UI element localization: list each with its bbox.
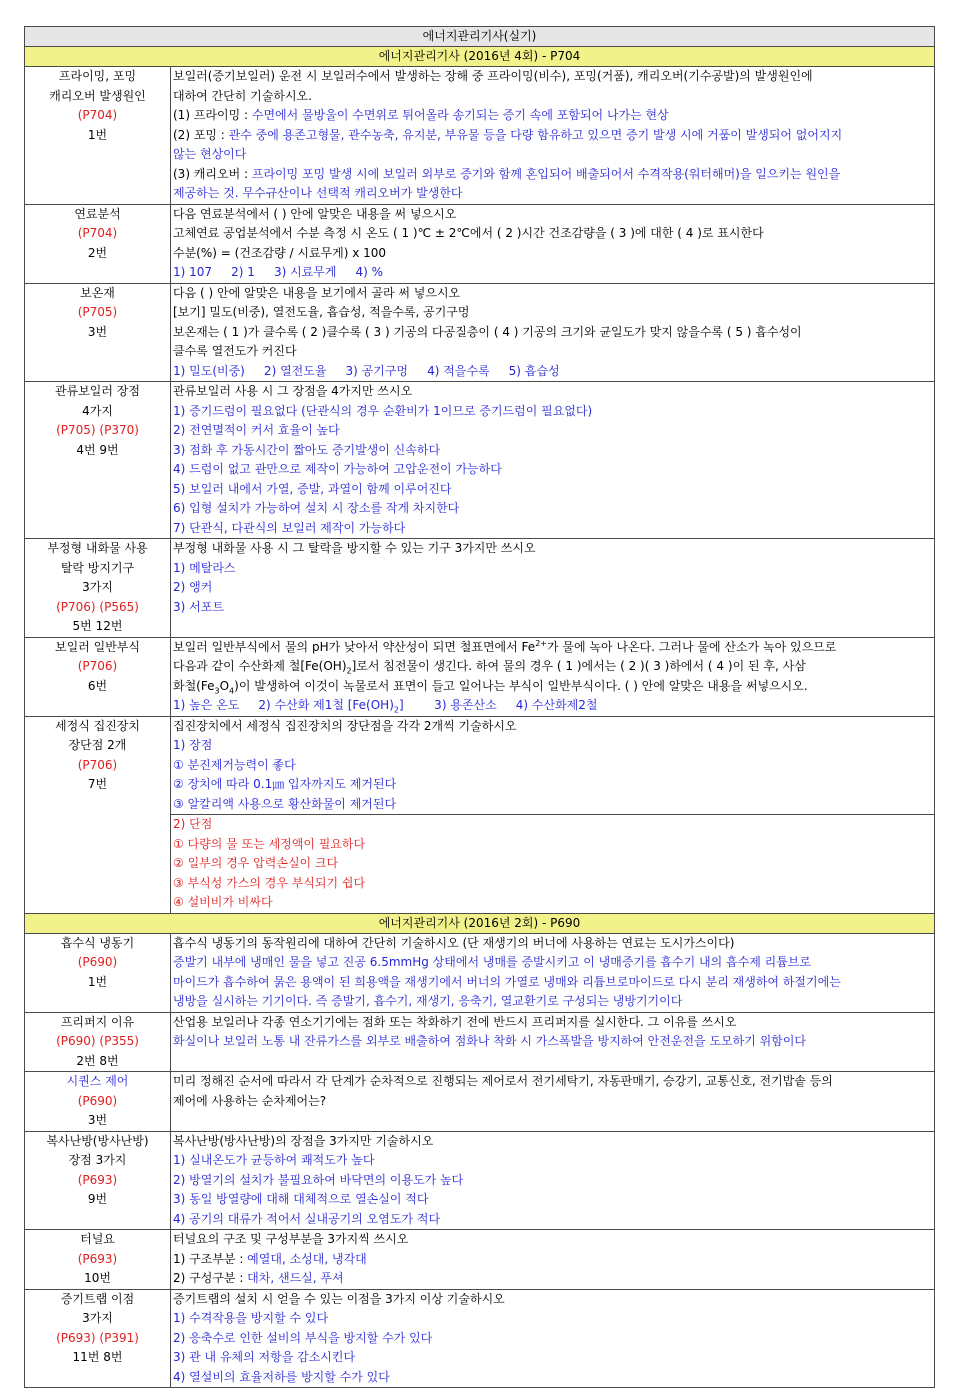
row-label-cell	[25, 539, 171, 638]
row-body	[171, 1131, 935, 1230]
row-label-answer: 시퀀스 제어	[66, 1074, 129, 1088]
answer-text: 1) 수격작용을 방지할 수 있다	[173, 1311, 329, 1325]
row-body	[171, 716, 935, 815]
answer-text: 냉방을 실시하는 기기이다. 즉 증발기, 흡수기, 재생기, 응축기, 열교환기로 구성되는 냉방기기이다	[173, 994, 683, 1008]
row-label: 4가지	[82, 403, 113, 418]
page-ref: (P704)	[77, 226, 118, 240]
section-header	[25, 47, 935, 67]
row-label: 3가지	[82, 580, 113, 594]
page-ref: (P693) (P391)	[56, 1330, 139, 1345]
question-text	[173, 638, 932, 658]
question-number: 7번	[87, 777, 108, 791]
question-fragment: 보일러 일반부식에서 물의 pH가 낮아서 약산성이 되면 철표면에서 Fe	[173, 639, 536, 654]
table-row	[25, 1131, 935, 1230]
answer-text: ① 분진제거능력이 좋다	[173, 757, 296, 772]
row-label-cell	[25, 1131, 171, 1230]
answer-prefix: 1) 구조부분 :	[173, 1251, 248, 1266]
answer-prefix: (3) 캐리오버 :	[173, 166, 252, 181]
answer-text: 2) 전연멸적이 커서 효율이 높다	[173, 423, 340, 437]
row-body	[171, 382, 935, 539]
page-ref: (P690) (P355)	[56, 1034, 139, 1048]
question-text: [보기] 밀도(비중), 열전도율, 흡습성, 적을수록, 공기구멍	[173, 305, 470, 319]
answer-prefix: (1) 프라이밍 :	[173, 108, 252, 122]
table-row	[25, 67, 935, 205]
question-fragment: ]로서 침전물이 생긴다. 하여 물의 경우 ( 1 )에서는 ( 2 )( 3 )하에서 ( 4 )이 된 후, 사삼	[351, 659, 806, 673]
question-fragment: 화철(Fe	[173, 678, 215, 693]
page-ref: (P704)	[77, 108, 118, 122]
question-number: 2번 8번	[76, 1053, 119, 1068]
table-row	[25, 1012, 935, 1072]
row-body	[171, 1072, 935, 1132]
page-ref: (P693)	[77, 1251, 118, 1266]
answer-text: ② 장치에 따라 0.1㎛ 입자까지도 제거된다	[173, 777, 397, 791]
row-body	[171, 204, 935, 283]
question-text: 산업용 보일러나 각종 연소기기에는 점화 또는 착화하기 전에 반드시 프리퍼지를 실시한다. 그 이유를 쓰시오	[173, 1014, 737, 1029]
row-body	[171, 283, 935, 382]
question-text: 복사난방(방사난방)의 장점을 3가지만 기술하시오	[173, 1133, 434, 1148]
page-ref: (P693)	[77, 1172, 118, 1187]
answer-text: ③ 부식성 가스의 경우 부식되기 쉽다	[173, 875, 366, 890]
row-label: 부정형 내화물 사용	[47, 541, 148, 555]
answer-fragment: ] 3) 용존산소 4) 수산화제2철	[398, 698, 598, 712]
row-label-cell	[25, 204, 171, 283]
answer-text: 마이드가 흡수하여 묽은 용액이 된 희용액을 재생기에서 버너의 가열로 냉매와 리튬브로마이드로 다시 분리 재생하여 하절기에는	[173, 974, 841, 989]
row-label: 복사난방(방사난방)	[46, 1133, 149, 1148]
answer-text: 2) 단점	[173, 817, 213, 831]
question-text: 다음 연료분석에서 ( ) 안에 알맞은 내용을 써 넣으시오	[173, 206, 457, 221]
question-text: 대하여 간단히 기술하시오.	[173, 88, 312, 103]
row-label: 프라이밍, 포밍	[58, 69, 137, 83]
page-ref: (P706) (P565)	[56, 599, 139, 614]
answer-text: 5) 보일러 내에서 가열, 증발, 과열이 함께 이루어진다	[173, 481, 452, 496]
answer-text: 않는 현상이다	[173, 147, 247, 161]
row-label: 3가지	[82, 1311, 113, 1325]
row-label: 보일러 일반부식	[55, 639, 140, 654]
row-body	[171, 1289, 935, 1388]
answer-text: 화실이나 보일러 노통 내 잔류가스를 외부로 배출하여 점화나 착화 시 가스폭발을 방지하여 안전운전을 도모하기 위함이다	[173, 1034, 807, 1048]
answer-text: 1) 장점	[173, 738, 213, 752]
row-label: 보온재	[80, 285, 115, 300]
answer-text: 프라이밍 포밍 발생 시에 보일러 외부로 증기와 함께 혼입되어 배출되어서 수격작용(워터해머)을 일으키는 원인을	[251, 166, 841, 181]
question-fragment: O	[219, 678, 230, 693]
answer-text: 2) 앵커	[173, 580, 213, 594]
row-label-cell	[25, 67, 171, 205]
answer-text: 2) 방열기의 설치가 불필요하여 바닥면의 이용도가 높다	[173, 1172, 464, 1187]
answer-text: ② 일부의 경우 압력손실이 크다	[173, 856, 339, 870]
header-row	[25, 27, 935, 47]
answer-text: 1) 메탈라스	[173, 560, 236, 575]
question-number: 5번 12번	[72, 619, 123, 633]
row-body	[171, 637, 935, 716]
row-label: 장점 3가지	[68, 1153, 127, 1167]
table-row	[25, 1072, 935, 1132]
table-row	[25, 1289, 935, 1388]
answer-text: ④ 설비비가 비싸다	[173, 895, 273, 909]
question-number: 3번	[87, 1113, 108, 1127]
question-number: 6번	[87, 678, 108, 693]
question-text: 터널요의 구조 및 구성부분을 3가지씩 쓰시오	[173, 1232, 409, 1246]
section-title: 에너지관리기사 (2016년 4회) - P704	[25, 47, 935, 67]
page-ref: (P690)	[77, 1093, 118, 1108]
answer-text: 1) 증기드럼이 필요없다 (단관식의 경우 순환비가 1이므로 증기드럼이 필요없다)	[173, 403, 593, 418]
answer-text: 1) 실내온도가 균등하여 쾌적도가 높다	[173, 1153, 375, 1167]
row-label: 프리퍼지 이유	[60, 1014, 135, 1029]
question-fragment: 가 물에 녹아 나온다. 그러나 물에 산소가 녹아 있으므로	[546, 639, 837, 654]
table-row	[25, 539, 935, 638]
question-text: 집진장치에서 세정식 집진장치의 장단점을 각각 2개씩 기술하시오	[173, 718, 517, 733]
question-text: 보온재는 ( 1 )가 클수록 ( 2 )클수록 ( 3 ) 기공의 다공질층이 ( 4 ) 기공의 크기와 균일도가 맞지 않을수록 ( 5 ) 흡수성이	[173, 324, 802, 339]
question-text: 고체연료 공업분석에서 수분 측정 시 온도 ( 1 )℃ ± 2℃에서 ( 2 )시간 건조감량을 ( 3 )에 대한 ( 4 )로 표시한다	[173, 226, 764, 240]
answer-text: 1) 107 2) 1 3) 시료무게 4) %	[173, 265, 384, 279]
answer-text: 관수 중에 용존고형물, 관수농축, 유지분, 부유물 등을 다량 함유하고 있으면 증기 발생 시에 거품이 발생되어 없어지지	[228, 127, 843, 142]
row-body	[171, 815, 935, 914]
question-text: 관류보일러 사용 시 그 장점을 4가지만 쓰시오	[173, 384, 413, 398]
answer-text: 제공하는 것. 무수규산이나 선택적 캐리오버가 발생한다	[173, 186, 463, 200]
question-number: 4번 9번	[76, 442, 119, 457]
row-body	[171, 539, 935, 638]
question-number: 11번 8번	[72, 1350, 123, 1364]
row-label: 관류보일러 장점	[55, 384, 140, 398]
answer-text: 2) 응축수로 인한 설비의 부식을 방지할 수가 있다	[173, 1330, 433, 1345]
answer-text: 4) 열설비의 효율저하를 방지할 수가 있다	[173, 1369, 390, 1384]
superscript: 2+	[535, 638, 547, 648]
answer-text	[173, 696, 932, 716]
row-label-cell	[25, 716, 171, 913]
row-label: 탈락 방지기구	[60, 560, 135, 575]
row-label: 캐리오버 발생원인	[49, 88, 146, 103]
section-title: 에너지관리기사 (2016년 2회) - P690	[25, 913, 935, 933]
row-label: 장단점 2개	[68, 738, 127, 752]
answer-text: 6) 입형 설치가 가능하여 설치 시 장소를 작게 차지한다	[173, 501, 460, 515]
question-text: 흡수식 냉동기의 동작원리에 대하여 간단히 기술하시오 (단 재생기의 버너에 사용하는 연료는 도시가스이다)	[173, 935, 735, 950]
subscript: 2	[346, 666, 352, 676]
table-row	[25, 204, 935, 283]
answer-text: 3) 동일 방열량에 대해 대체적으로 열손실이 적다	[173, 1192, 429, 1206]
question-number: 3번	[87, 324, 108, 339]
table-row	[25, 382, 935, 539]
question-fragment: 다음과 같이 수산화제 철[Fe(OH)	[173, 659, 347, 673]
row-label: 터널요	[80, 1232, 115, 1246]
answer-text: 4) 드럼이 없고 관만으로 제작이 가능하여 고압운전이 가능하다	[173, 462, 502, 476]
question-text: 수분(%) = (건조감량 / 시료무게) x 100	[173, 245, 387, 260]
subscript: 4	[229, 685, 235, 695]
answer-text: 대차, 샌드실, 푸셔	[247, 1271, 344, 1285]
row-body	[171, 1012, 935, 1072]
answer-fragment: 1) 높은 온도 2) 수산화 제1철 [Fe(OH)	[173, 698, 394, 712]
answer-prefix: (2) 포밍 :	[173, 127, 229, 142]
row-body	[171, 1230, 935, 1290]
row-label-cell	[25, 637, 171, 716]
page-ref: (P690)	[77, 955, 118, 969]
row-label: 증기트랩 이점	[60, 1291, 135, 1306]
question-number: 10번	[84, 1271, 111, 1285]
page-ref: (P705) (P370)	[56, 423, 139, 437]
answer-text: 3) 관 내 유체의 저항을 감소시킨다	[173, 1350, 356, 1364]
answer-text: ① 다량의 물 또는 세정액이 필요하다	[173, 836, 366, 851]
question-number: 9번	[87, 1192, 108, 1206]
answer-text: 예열대, 소성대, 냉각대	[247, 1251, 367, 1266]
table-row	[25, 637, 935, 716]
question-number: 2번	[87, 245, 108, 260]
table-row	[25, 1230, 935, 1290]
question-number: 1번	[87, 127, 108, 142]
table-row	[25, 283, 935, 382]
answer-text: 4) 공기의 대류가 적어서 실내공기의 오염도가 적다	[173, 1211, 441, 1226]
question-text	[173, 677, 932, 697]
question-text: 다음 ( ) 안에 알맞은 내용을 보기에서 골라 써 넣으시오	[173, 285, 461, 300]
answer-text: 7) 단관식, 다관식의 보일러 제작이 가능하다	[173, 520, 406, 535]
answer-prefix: 2) 구성구분 :	[173, 1271, 248, 1285]
row-body	[171, 933, 935, 1012]
row-label: 흡수식 냉동기	[60, 935, 135, 950]
row-label: 연료분석	[74, 206, 121, 221]
subscript: 2	[393, 705, 399, 715]
answer-text: ③ 알칼리액 사용으로 황산화물이 제거된다	[173, 796, 397, 811]
row-label-cell	[25, 1289, 171, 1388]
table-row	[25, 933, 935, 1012]
exam-table	[24, 26, 935, 1388]
page-ref: (P705)	[77, 305, 118, 319]
question-number: 1번	[87, 974, 108, 989]
table-row	[25, 716, 935, 815]
question-text: 보일러(증기보일러) 운전 시 보일러수에서 발생하는 장해 중 프라이밍(비수), 포밍(거품), 캐리오버(기수공발)의 발생원인에	[173, 69, 813, 83]
question-text: 부정형 내화물 사용 시 그 탈락을 방지할 수 있는 기구 3가지만 쓰시오	[173, 541, 536, 555]
row-label-cell	[25, 1012, 171, 1072]
page-ref: (P706)	[77, 659, 118, 673]
row-label: 세정식 집진장치	[55, 718, 140, 733]
page-title: 에너지관리기사(실기)	[25, 27, 935, 47]
question-fragment: )이 발생하여 이것이 녹물로서 표면이 들고 일어나는 부식이 일반부식이다. ( ) 안에 알맞은 내용을 써넣으시오.	[234, 678, 808, 693]
row-label-cell	[25, 382, 171, 539]
question-text: 미리 정해진 순서에 따라서 각 단계가 순차적으로 진행되는 제어로서 전기세탁기, 자동판매기, 승강기, 교통신호, 전기밥솥 등의	[173, 1074, 833, 1088]
row-label-cell	[25, 1072, 171, 1132]
question-text: 제어에 사용하는 순차제어는?	[173, 1093, 327, 1108]
answer-text: 증발기 내부에 냉매인 물을 넣고 진공 6.5mmHg 상태에서 냉매를 증발시키고 이 냉매증기를 흡수기 내의 흡수제 리튬브로	[173, 955, 811, 969]
row-label-cell	[25, 933, 171, 1012]
row-body	[171, 67, 935, 205]
answer-text: 3) 서포트	[173, 599, 224, 614]
row-label-cell	[25, 1230, 171, 1290]
question-text	[173, 657, 932, 677]
row-label-cell	[25, 283, 171, 382]
subscript: 3	[214, 685, 220, 695]
question-text: 증기트랩의 설치 시 얻을 수 있는 이점을 3가지 이상 기술하시오	[173, 1291, 505, 1306]
answer-text: 수면에서 물방울이 수면위로 튀어올라 송기되는 증기 속에 포함되어 나가는 현상	[251, 108, 669, 122]
answer-text: 1) 밀도(비중) 2) 열전도율 3) 공기구멍 4) 적을수록 5) 흡습성	[173, 363, 560, 378]
section-header	[25, 913, 935, 933]
page-ref: (P706)	[77, 757, 118, 772]
question-text: 클수록 열전도가 커진다	[173, 344, 297, 358]
answer-text: 3) 점화 후 가동시간이 짧아도 증기발생이 신속하다	[173, 442, 441, 457]
